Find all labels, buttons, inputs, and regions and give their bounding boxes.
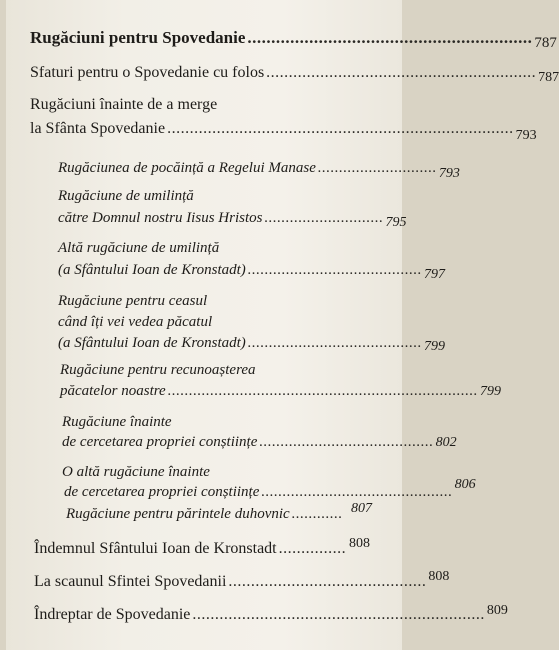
toc-entry-rugaciuni-spovedanie[interactable]: Rugăciuni pentru Spovedanie ............................................................ 787 [30, 28, 557, 51]
toc-page-number: 802 [435, 435, 457, 450]
toc-entry-line: Rugăciuni înainte de a merge [30, 96, 218, 113]
toc-entry-ceasul[interactable]: (a Sfântului Ioan de Kronstadt) ......................................... 799 [58, 335, 446, 354]
toc-page-number: 808 [349, 536, 370, 551]
toc-page-number: 787 [538, 70, 559, 85]
toc-page-number: 799 [424, 339, 446, 354]
toc-entry-title: (a Sfântului Ioan de Kronstadt) [58, 335, 246, 351]
toc-entry-title: Îndreptar de Spovedanie [34, 606, 191, 623]
toc-entry-indemnul[interactable]: Îndemnul Sfântului Ioan de Kronstadt ............... 808 [34, 536, 370, 557]
toc-page-number: 787 [534, 35, 557, 51]
toc-entry-sfaturi[interactable]: Sfaturi pentru o Spovedanie cu folos ............................................................ 787 [30, 64, 559, 85]
toc-entry-duhovnic[interactable]: Rugăciune pentru părintele duhovnic ............ 807 [66, 501, 372, 522]
toc-entry-constiinta[interactable]: de cercetarea propriei conștiințe ......................................... 802 [62, 434, 457, 450]
toc-page-number: 799 [479, 384, 501, 399]
toc-entry-alta-constiinta[interactable]: de cercetarea propriei conștiințe ............................................. 806 [64, 477, 476, 500]
toc-entry-indreptar[interactable]: Îndreptar de Spovedanie ................................................................. 809 [34, 603, 508, 623]
toc-entry-title: Îndemnul Sfântului Ioan de Kronstadt [34, 540, 277, 557]
toc-page-number: 795 [385, 215, 407, 230]
toc-entry-line: când îți vei vedea păcatul [58, 314, 213, 330]
toc-entry-scaunul[interactable]: La scaunul Sfintei Spovedanii ............................................ 808 [34, 569, 450, 590]
toc-page-number: 808 [428, 569, 450, 584]
toc-entry-line: Rugăciune pentru ceasul [58, 293, 208, 309]
toc-entry-line: Rugăciune pentru recunoașterea [60, 362, 256, 378]
toc-entry-umilinta-hristos[interactable]: către Domnul nostru Iisus Hristos ............................ 795 [58, 210, 407, 230]
toc-page-number: 806 [454, 477, 476, 492]
toc-entry-title: Sfaturi pentru o Spovedanie cu folos [30, 64, 265, 81]
book-page [6, 0, 559, 650]
toc-entry-title: de cercetarea propriei conștiințe [62, 434, 258, 450]
toc-entry-title: Rugăciune pentru părintele duhovnic [66, 506, 290, 522]
toc-entry-line: Altă rugăciune de umilință [58, 240, 220, 256]
toc-entry-title: La scaunul Sfintei Spovedanii [34, 573, 227, 590]
toc-entry-title: Rugăciunea de pocăință a Regelui Manase [58, 160, 316, 176]
toc-entry-line: Rugăciune de umilință [58, 188, 194, 204]
toc-entry-title: la Sfânta Spovedanie [30, 120, 166, 137]
toc-entry-umilinta-kronstadt[interactable]: (a Sfântului Ioan de Kronstadt) ......................................... 797 [58, 262, 446, 282]
toc-page-number: 809 [486, 603, 508, 618]
toc-page-number: 797 [424, 267, 446, 282]
toc-entry-line: O altă rugăciune înainte [62, 464, 210, 480]
toc-entry-title: păcatelor noastre [60, 383, 166, 399]
toc-entry-manase[interactable]: Rugăciunea de pocăință a Regelui Manase ............................ 793 [58, 160, 460, 181]
toc-entry-title: de cercetarea propriei conștiințe [64, 484, 260, 500]
toc-entry-recunoasterea[interactable]: păcatelor noastre ......................................................................... 799 [60, 383, 501, 399]
toc-entry-title: către Domnul nostru Iisus Hristos [58, 210, 263, 226]
toc-entry-title: (a Sfântului Ioan de Kronstadt) [58, 262, 246, 278]
toc-entry-inainte-spovedanie[interactable]: la Sfânta Spovedanie ............................................................................. 793 [30, 120, 537, 143]
toc-entry-title: Rugăciuni pentru Spovedanie [30, 28, 246, 47]
toc-page-number: 793 [515, 128, 537, 143]
toc-page-number: 807 [351, 501, 372, 516]
toc-entry-line: Rugăciune înainte [62, 414, 172, 430]
toc-page-number: 793 [438, 166, 460, 181]
